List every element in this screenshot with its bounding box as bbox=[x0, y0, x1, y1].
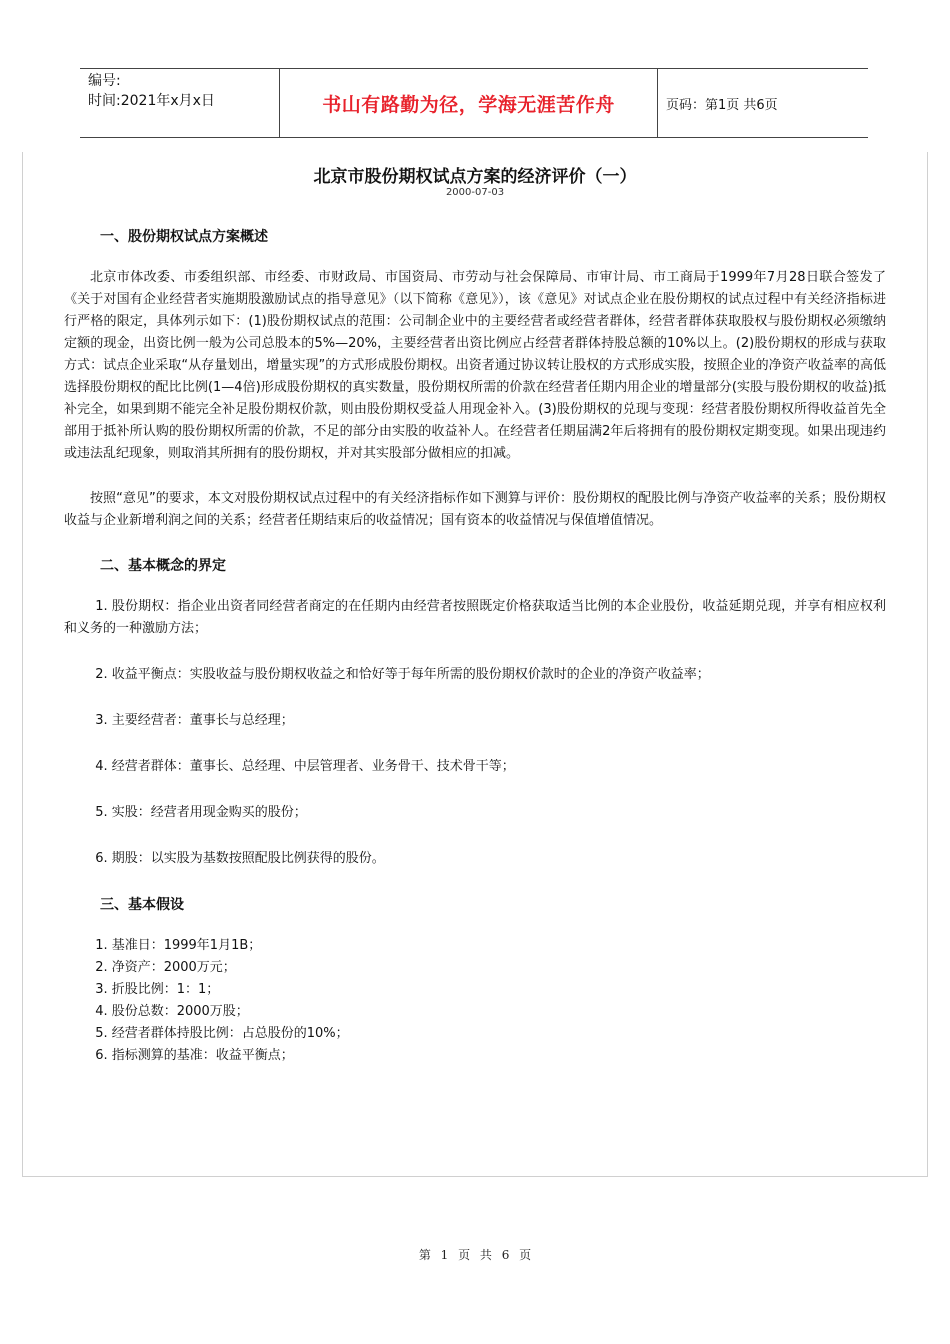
definition-item: 2. 收益平衡点：实股收益与股份期权收益之和恰好等于每年所需的股份期权价款时的企业的净资产收益率； bbox=[95, 667, 710, 682]
document-body bbox=[64, 226, 886, 1067]
section-heading-3: 三、基本假设 bbox=[100, 897, 184, 913]
document-header bbox=[80, 68, 868, 138]
definition-item: 6. 期股：以实股为基数按照配股比例获得的股份。 bbox=[95, 851, 385, 866]
section1-paragraph-2: 按照“意见”的要求，本文对股份期权试点过程中的有关经济指标作如下测算与评价：股份期权的配股比例与净资产收益率的关系；股份期权收益与企业新增利润之间的关系；经营者任期结束后的收益情况；国有资本的收益情况与保值增值情况。 bbox=[64, 491, 886, 528]
assumption-item: 6. 指标测算的基准：收益平衡点； bbox=[95, 1048, 294, 1063]
number-label: 编号: bbox=[88, 73, 121, 89]
assumption-item: 1. 基准日：1999年1月1B； bbox=[95, 938, 262, 953]
definition-item: 4. 经营者群体：董事长、总经理、中层管理者、业务骨干、技术骨干等； bbox=[95, 759, 515, 774]
header-meta bbox=[80, 69, 280, 137]
section-heading-1: 一、股份期权试点方案概述 bbox=[100, 229, 268, 245]
document-date: 2000-07-03 bbox=[445, 187, 505, 198]
assumption-item: 4. 股份总数：2000万股； bbox=[95, 1004, 249, 1019]
section1-paragraph-1: 北京市体改委、市委组织部、市经委、市财政局、市国资局、市劳动与社会保障局、市审计局、市工商局于1999年7月28日联合签发了《关于对国有企业经营者实施期股激励试点的指导意见》（以下简称《意见》），该《意见》对试点企业在股份期权的试点过程中有关经济指标进行严格的限定，具体列示如下：(1)股份期权试点的范围：公司制企业中的主要经营者或经营者群体，经营者群体获取股权与股份期权必须缴纳定额的现金，出资比例一般为公司总股本的5%—20%，主要经营者出资比例应占经营者群体持股总额的10%以上。(2)股份期权的形成与获取方式：试点企业采取“从存量划出，增量实现”的方式形成股份期权。出资者通过协议转让股权的方式形成实股，按照企业的净资产收益率的高低选择股份期权的配比比例(1—4倍)形成股份期权的真实数量，股份期权所需的价款在经营者任期内用企业的增量部分(实股与股份期权的收益)抵补完全，如果到期不能完全补足股份期权价款，则由股份期权受益人用现金补入。(3)股份期权的兑现与变现：经营者股份期权所得收益首先全部用于抵补所认购的股份期权所需的价款，不足的部分由实股的收益补人。在经营者任期届满2年后将拥有的股份期权定期变现。如果出现违约或违法乱纪现象，则取消其所拥有的股份期权，并对其实股部分做相应的扣减。 bbox=[64, 270, 886, 461]
header-motto-cell bbox=[280, 69, 658, 137]
assumption-item: 3. 折股比例：1：1； bbox=[95, 982, 220, 997]
definition-item: 5. 实股：经营者用现金购买的股份； bbox=[95, 805, 307, 820]
document-title: 北京市股份期权试点方案的经济评价（一） bbox=[313, 167, 637, 187]
time-label: 时间:2021年x月x日 bbox=[88, 93, 215, 109]
header-motto: 书山有路勤为径，学海无涯苦作舟 bbox=[322, 93, 615, 116]
header-page-info: 页码：第1页 共6页 bbox=[666, 97, 778, 113]
page-footer: 第 1 页 共 6 页 bbox=[418, 1248, 532, 1262]
section-heading-2: 二、基本概念的界定 bbox=[100, 558, 226, 574]
definition-item: 1. 股份期权：指企业出资者同经营者商定的在任期内由经营者按照既定价格获取适当比例的本企业股份，收益延期兑现，并享有相应权利和义务的一种激励方法； bbox=[64, 599, 886, 636]
assumption-item: 5. 经营者群体持股比例：占总股份的10%； bbox=[95, 1026, 349, 1041]
definition-item: 3. 主要经营者：董事长与总经理； bbox=[95, 713, 294, 728]
assumption-item: 2. 净资产：2000万元； bbox=[95, 960, 236, 975]
